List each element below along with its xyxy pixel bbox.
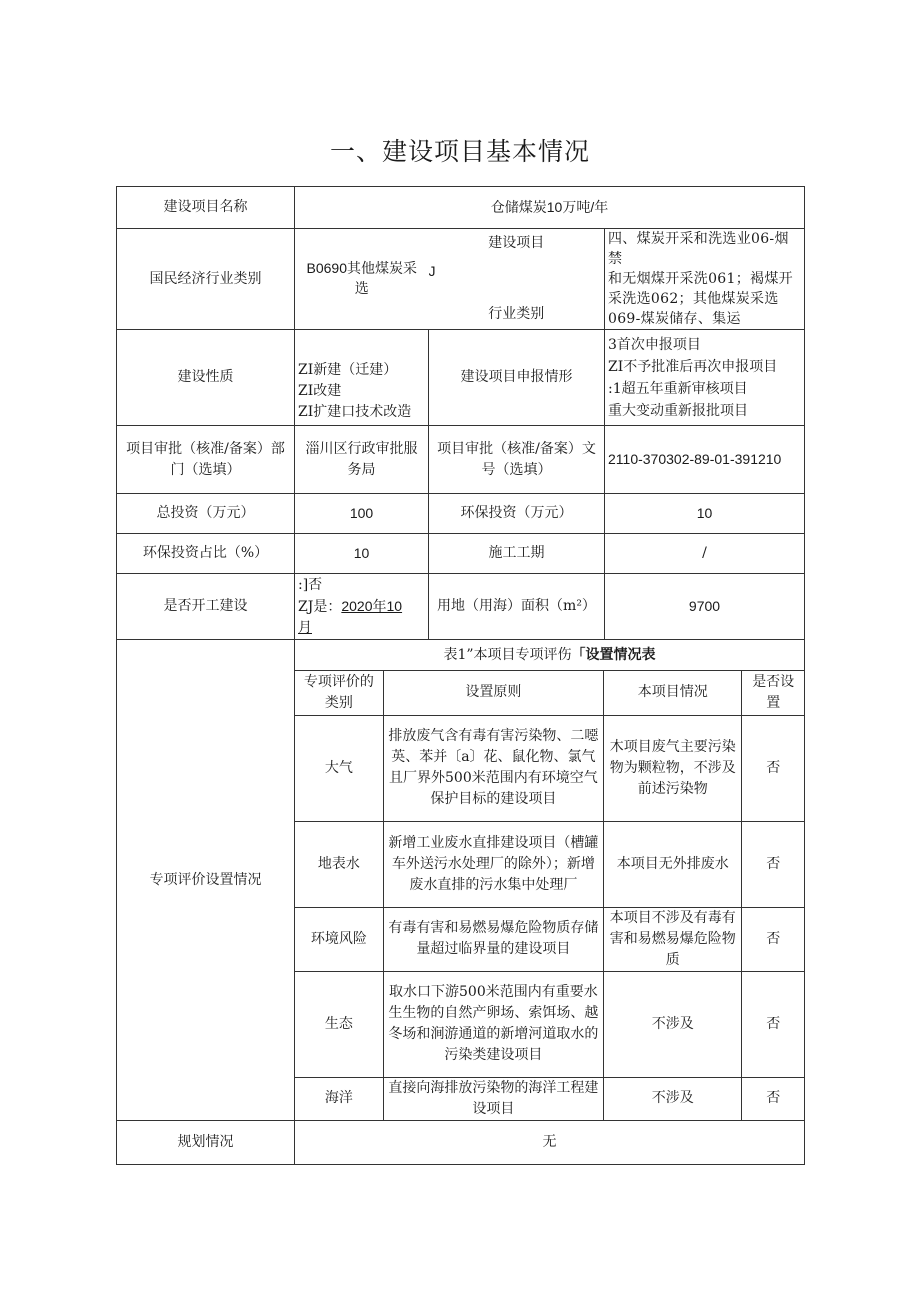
value-approval-doc: 2110-370302-89-01-391210 [605, 426, 805, 494]
row-planning [117, 1121, 805, 1165]
cell-category: 环境风险 [295, 907, 383, 971]
project-info-table [116, 186, 805, 1165]
label-approval-doc [429, 426, 605, 494]
label-project-name: 建设项目名称 [117, 187, 295, 229]
label-construction-period: 施工工期 [429, 534, 605, 574]
value-construction-period: / [605, 534, 805, 574]
report-option-first[interactable]: 3首次申报项目 [608, 336, 701, 353]
row-nature [117, 330, 805, 426]
industry-sub-label-top: 建设项目 [488, 235, 545, 251]
cell-principle: 取水口下游500米范围内有重要水生生物的自然产卵场、索饵场、越冬场和涧游通道的新增河道取水的污染类建设项目 [383, 971, 603, 1077]
special-caption-text: 表1”本项目专项评伤 [443, 647, 572, 663]
cell-category: 海洋 [295, 1077, 383, 1120]
cell-set: 否 [742, 907, 804, 971]
industry-code-line2: 选 [354, 281, 369, 297]
table-row [295, 821, 804, 907]
approval-doc-label-line1: 项目审批（核准/备案）文 [437, 440, 596, 457]
started-option-yes[interactable] [298, 596, 425, 618]
report-option-major-change[interactable]: 重大变动重新报批项目 [608, 402, 748, 419]
started-option-no[interactable]: :]否 [298, 576, 323, 593]
cell-category: 生态 [295, 971, 383, 1077]
industry-sub-label-bottom: 行业类别 [488, 306, 545, 322]
header-principle: 设置原则 [383, 671, 603, 715]
industry-category-line: 四、煤炭开采和洗选业06-烟禁 [608, 231, 789, 267]
report-options [605, 330, 805, 426]
special-header-row [295, 671, 804, 715]
cell-set: 否 [742, 821, 804, 907]
row-ratio [117, 534, 805, 574]
approval-dept-line2: 务局 [347, 461, 376, 478]
started-yes-date-month: 月 [298, 619, 312, 636]
table-row [295, 1077, 804, 1120]
cell-set: 否 [742, 971, 804, 1077]
table-row [295, 907, 804, 971]
row-investment [117, 494, 805, 534]
nature-option-new[interactable]: ZI新建（迁建） [298, 362, 398, 378]
value-total-investment: 100 [295, 494, 429, 534]
cell-situation: 本项目不涉及有毒有害和易燃易爆危险物质 [604, 907, 742, 971]
table-row [295, 971, 804, 1077]
row-started [117, 574, 805, 640]
nature-options [295, 330, 429, 426]
value-land-area: 9700 [605, 574, 805, 640]
label-started: 是否开工建设 [117, 574, 295, 640]
cell-category: 地表水 [295, 821, 383, 907]
approval-dept-label-line1: 项目审批（核准/备案）部 [126, 440, 285, 457]
special-caption-bold: 「设置情况表 [571, 647, 656, 663]
header-category: 专项评价的类别 [295, 671, 383, 715]
special-assessment-table [295, 671, 804, 1120]
cell-set: 否 [742, 715, 804, 821]
row-project-name [117, 187, 805, 229]
header-situation: 本项目情况 [604, 671, 742, 715]
nature-option-expand[interactable]: ZI扩建口技术改造 [298, 404, 412, 420]
cell-set: 否 [742, 1077, 804, 1120]
cell-principle: 有毒有害和易燃易爆危险物质存储量超过临界量的建设项目 [383, 907, 603, 971]
industry-category-line: 069-煤炭储存、集运 [608, 311, 741, 327]
approval-dept-line1: 淄川区行政审批服 [305, 440, 418, 457]
started-yes-prefix: ZJ是： [298, 598, 342, 615]
started-options [295, 574, 429, 640]
label-approval-dept [117, 426, 295, 494]
row-industry [117, 229, 805, 330]
header-set: 是否设置 [742, 671, 804, 715]
industry-category [605, 229, 805, 330]
cell-situation: 不涉及 [604, 971, 742, 1077]
industry-sub-label [429, 229, 605, 330]
label-industry: 国民经济行业类别 [117, 229, 295, 330]
row-special-assessment [117, 640, 805, 1121]
cell-situation: 本项目无外排废水 [604, 821, 742, 907]
industry-category-line: 采洗选062；其他煤炭采选 [608, 291, 779, 307]
value-industry-code [295, 229, 429, 330]
label-report-status: 建设项目申报情形 [429, 330, 605, 426]
special-caption [295, 640, 804, 671]
row-approval [117, 426, 805, 494]
cell-situation: 木项目废气主要污染物为颗粒物，不涉及前述污染物 [604, 715, 742, 821]
value-planning: 无 [295, 1121, 805, 1165]
cell-principle: 排放废气含有毒有害污染物、二噁英、苯并〔a〕花、鼠化物、氯气且厂界外500米范围内有环境空气保护目标的建设项目 [383, 715, 603, 821]
cell-situation: 不涉及 [604, 1077, 742, 1120]
cell-principle: 新增工业废水直排建设项目（槽罐车外送污水处理厂的除外）；新增废水直排的污水集中处理厂 [383, 821, 603, 907]
label-nature: 建设性质 [117, 330, 295, 426]
value-project-name: 仓储煤炭10万吨/年 [295, 187, 805, 229]
nature-option-rebuild[interactable]: ZI改建 [298, 383, 342, 399]
industry-code-line1: B0690其他煤炭采 [306, 260, 417, 276]
label-land-area: 用地（用海）面积（m²） [429, 574, 605, 640]
label-special-assessment: 专项评价设置情况 [117, 640, 295, 1121]
label-total-investment: 总投资（万元） [117, 494, 295, 534]
special-assessment-container [295, 640, 805, 1121]
value-env-ratio: 10 [295, 534, 429, 574]
cell-category: 大气 [295, 715, 383, 821]
approval-doc-label-line2: 号（选填） [481, 461, 552, 478]
value-approval-dept [295, 426, 429, 494]
industry-mark: J [428, 263, 436, 279]
value-env-investment: 10 [605, 494, 805, 534]
page-title: 一、建设项目基本情况 [329, 137, 590, 166]
started-yes-date: 2020年10 [341, 597, 403, 614]
report-option-five-years[interactable]: :1超五年重新审核项目 [608, 380, 748, 397]
table-row [295, 715, 804, 821]
cell-principle: 直接向海排放污染物的海洋工程建设项目 [383, 1077, 603, 1120]
report-option-resubmit[interactable]: ZI不予批准后再次申报项目 [608, 358, 778, 375]
label-planning: 规划情况 [117, 1121, 295, 1165]
approval-dept-label-line2: 门（选填） [170, 461, 241, 478]
label-env-investment: 环保投资（万元） [429, 494, 605, 534]
industry-category-line: 和无烟煤开采洗061；褐煤开 [608, 271, 793, 287]
label-env-ratio: 环保投资占比（%） [117, 534, 295, 574]
